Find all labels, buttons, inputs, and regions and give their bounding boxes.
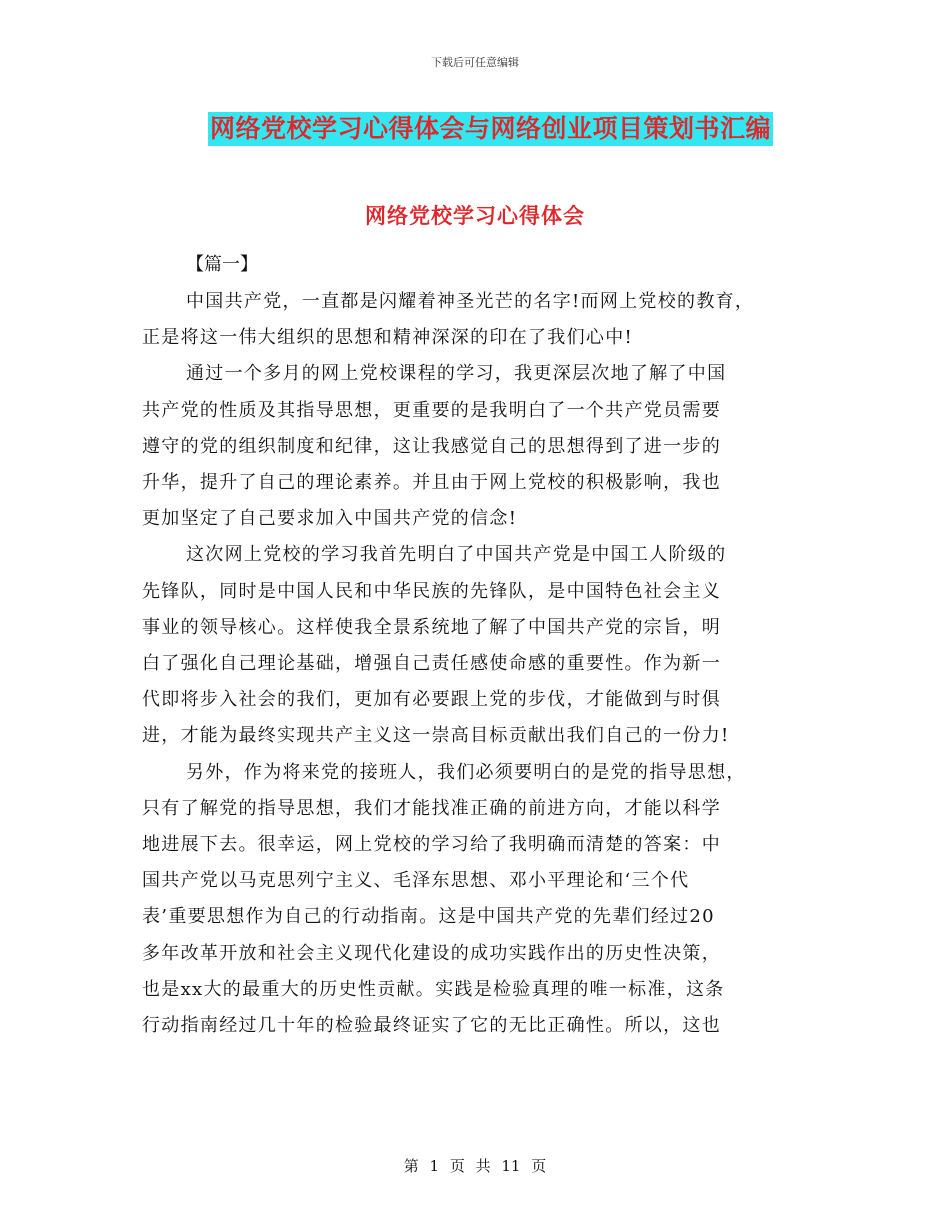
body-line: 这次网上党校的学习我首先明白了中国共产党是中国工人阶级的 <box>186 544 727 566</box>
page-footer: 第 1 页 共 11 页 <box>403 1157 547 1175</box>
body-line: 中国共产党，一直都是闪耀着神圣光芒的名字!而网上党校的教育， <box>186 291 755 312</box>
body-line: 遵守的党的组织制度和纪律，这让我感觉自己的思想得到了进一步的 <box>142 435 721 457</box>
body-line: 多年改革开放和社会主义现代化建设的成功实践作出的历史性决策， <box>142 942 721 964</box>
body-line: 通过一个多月的网上党校课程的学习，我更深层次地了解了中国 <box>186 363 727 385</box>
body-line: 正是将这一伟大组织的思想和精神深深的印在了我们心中! <box>142 327 634 349</box>
header-note: 下载后可任意编辑 <box>431 56 519 69</box>
section-title: 网络党校学习心得体会 <box>365 203 585 228</box>
body-line: 地进展下去。很幸运，网上党校的学习给了我明确而清楚的答案：中 <box>142 834 721 855</box>
body-line: 代即将步入社会的我们，更加有必要跟上党的步伐，才能做到与时俱 <box>142 689 721 711</box>
body-line: 白了强化自己理论基础，增强自己责任感使命感的重要性。作为新一 <box>142 653 721 674</box>
body-line: 进，才能为最终实现共产主义这一崇高目标贡献出我们自己的一份力! <box>142 725 730 747</box>
document-title: 网络党校学习心得体会与网络创业项目策划书汇编 <box>208 112 773 146</box>
body-line: 国共产党以马克思列宁主义、毛泽东思想、邓小平理论和‘三个代 <box>142 870 690 892</box>
body-line: 事业的领导核心。这样使我全景系统地了解了中国共产党的宗旨，明 <box>142 616 721 638</box>
body-line: 也是xx大的最重大的历史性贡献。实践是检验真理的唯一标准，这条 <box>142 978 725 1000</box>
body-line: 表’重要思想作为自己的行动指南。这是中国共产党的先辈们经过20 <box>142 906 715 928</box>
body-line: 更加坚定了自己要求加入中国共产党的信念! <box>142 508 518 530</box>
body-line: 升华，提升了自己的理论素养。并且由于网上党校的积极影响，我也 <box>142 472 721 493</box>
body-line: 只有了解党的指导思想，我们才能找准正确的前进方向，才能以科学 <box>142 797 721 819</box>
body-line: 行动指南经过几十年的检验最终证实了它的无比正确性。所以，这也 <box>142 1015 721 1036</box>
body-line: 先锋队，同时是中国人民和中华民族的先锋队，是中国特色社会主义 <box>142 580 721 602</box>
body-line: 共产党的性质及其指导思想，更重要的是我明白了一个共产党员需要 <box>142 399 721 421</box>
article-label: 【篇一】 <box>186 254 258 275</box>
body-line: 另外，作为将来党的接班人，我们必须要明白的是党的指导思想， <box>186 761 746 783</box>
